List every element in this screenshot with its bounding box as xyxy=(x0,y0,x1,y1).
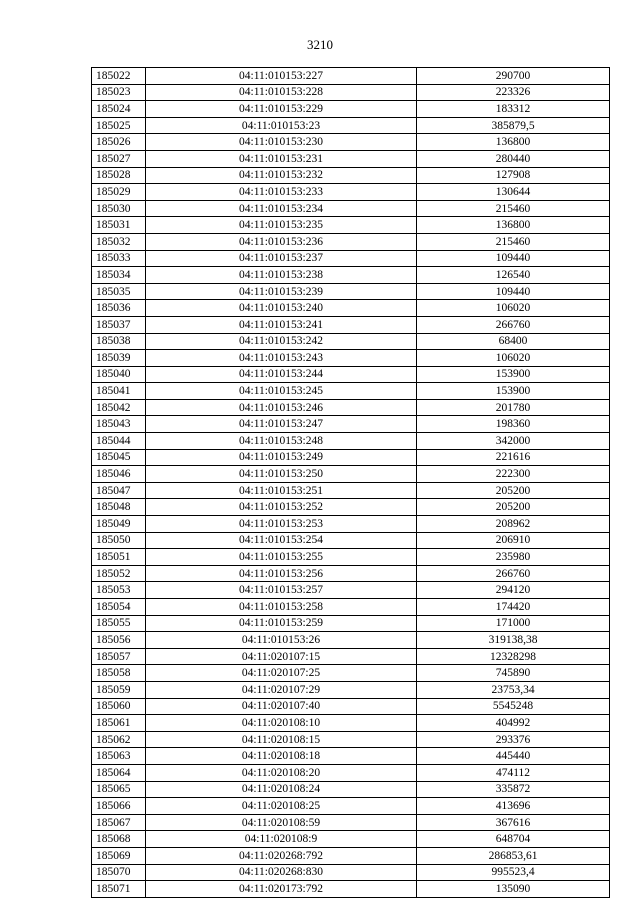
row-number-cell: 185022 xyxy=(92,68,146,85)
row-number-cell: 185061 xyxy=(92,715,146,732)
row-number-cell: 185034 xyxy=(92,267,146,284)
table-row xyxy=(92,831,610,848)
value-cell: 319138,38 xyxy=(417,632,610,649)
cadastral-number-cell: 04:11:020108:9 xyxy=(146,831,417,848)
table-row xyxy=(92,184,610,201)
row-number-cell: 185055 xyxy=(92,615,146,632)
table-row xyxy=(92,565,610,582)
value-cell: 135090 xyxy=(417,881,610,898)
table-row xyxy=(92,466,610,483)
value-cell: 266760 xyxy=(417,565,610,582)
table-row xyxy=(92,748,610,765)
row-number-cell: 185045 xyxy=(92,449,146,466)
table-row xyxy=(92,615,610,632)
value-cell: 153900 xyxy=(417,366,610,383)
row-number-cell: 185029 xyxy=(92,184,146,201)
table-row xyxy=(92,350,610,367)
cadastral-number-cell: 04:11:010153:23 xyxy=(146,117,417,134)
table-row xyxy=(92,150,610,167)
cadastral-number-cell: 04:11:010153:256 xyxy=(146,565,417,582)
cadastral-number-cell: 04:11:010153:234 xyxy=(146,200,417,217)
cadastral-number-cell: 04:11:010153:239 xyxy=(146,283,417,300)
value-cell: 205200 xyxy=(417,499,610,516)
value-cell: 5545248 xyxy=(417,698,610,715)
value-cell: 171000 xyxy=(417,615,610,632)
value-cell: 12328298 xyxy=(417,648,610,665)
table-row xyxy=(92,233,610,250)
value-cell: 335872 xyxy=(417,781,610,798)
row-number-cell: 185025 xyxy=(92,117,146,134)
row-number-cell: 185063 xyxy=(92,748,146,765)
row-number-cell: 185058 xyxy=(92,665,146,682)
cadastral-number-cell: 04:11:020268:830 xyxy=(146,864,417,881)
value-cell: 385879,5 xyxy=(417,117,610,134)
cadastral-number-cell: 04:11:020108:10 xyxy=(146,715,417,732)
cadastral-number-cell: 04:11:010153:235 xyxy=(146,217,417,234)
value-cell: 266760 xyxy=(417,316,610,333)
row-number-cell: 185037 xyxy=(92,316,146,333)
cadastral-number-cell: 04:11:010153:252 xyxy=(146,499,417,516)
cadastral-number-cell: 04:11:010153:228 xyxy=(146,84,417,101)
row-number-cell: 185051 xyxy=(92,549,146,566)
row-number-cell: 185065 xyxy=(92,781,146,798)
cadastral-number-cell: 04:11:020107:15 xyxy=(146,648,417,665)
table-row xyxy=(92,333,610,350)
row-number-cell: 185053 xyxy=(92,582,146,599)
row-number-cell: 185056 xyxy=(92,632,146,649)
table-row xyxy=(92,881,610,898)
value-cell: 109440 xyxy=(417,283,610,300)
row-number-cell: 185048 xyxy=(92,499,146,516)
cadastral-number-cell: 04:11:010153:257 xyxy=(146,582,417,599)
table-row xyxy=(92,101,610,118)
table-row xyxy=(92,532,610,549)
value-cell: 367616 xyxy=(417,814,610,831)
cadastral-number-cell: 04:11:010153:244 xyxy=(146,366,417,383)
cadastral-number-cell: 04:11:010153:249 xyxy=(146,449,417,466)
value-cell: 206910 xyxy=(417,532,610,549)
cadastral-number-cell: 04:11:020108:18 xyxy=(146,748,417,765)
value-cell: 222300 xyxy=(417,466,610,483)
row-number-cell: 185040 xyxy=(92,366,146,383)
cadastral-number-cell: 04:11:010153:259 xyxy=(146,615,417,632)
row-number-cell: 185039 xyxy=(92,350,146,367)
row-number-cell: 185067 xyxy=(92,814,146,831)
cadastral-number-cell: 04:11:020268:792 xyxy=(146,847,417,864)
cadastral-number-cell: 04:11:010153:236 xyxy=(146,233,417,250)
value-cell: 413696 xyxy=(417,798,610,815)
value-cell: 106020 xyxy=(417,350,610,367)
cadastral-number-cell: 04:11:010153:240 xyxy=(146,300,417,317)
table-row xyxy=(92,68,610,85)
table-row xyxy=(92,217,610,234)
cadastral-number-cell: 04:11:020108:25 xyxy=(146,798,417,815)
row-number-cell: 185054 xyxy=(92,599,146,616)
value-cell: 995523,4 xyxy=(417,864,610,881)
row-number-cell: 185031 xyxy=(92,217,146,234)
value-cell: 198360 xyxy=(417,416,610,433)
cadastral-number-cell: 04:11:020108:20 xyxy=(146,764,417,781)
value-cell: 126540 xyxy=(417,267,610,284)
page-number: 3210 xyxy=(307,37,333,52)
cadastral-number-cell: 04:11:010153:241 xyxy=(146,316,417,333)
cadastral-number-cell: 04:11:010153:251 xyxy=(146,482,417,499)
cadastral-number-cell: 04:11:010153:243 xyxy=(146,350,417,367)
value-cell: 215460 xyxy=(417,200,610,217)
cadastral-number-cell: 04:11:010153:237 xyxy=(146,250,417,267)
table-row xyxy=(92,250,610,267)
value-cell: 280440 xyxy=(417,150,610,167)
value-cell: 221616 xyxy=(417,449,610,466)
cadastral-number-cell: 04:11:020108:15 xyxy=(146,731,417,748)
value-cell: 127908 xyxy=(417,167,610,184)
table-row xyxy=(92,433,610,450)
value-cell: 293376 xyxy=(417,731,610,748)
table-row xyxy=(92,681,610,698)
row-number-cell: 185041 xyxy=(92,383,146,400)
value-cell: 106020 xyxy=(417,300,610,317)
value-cell: 445440 xyxy=(417,748,610,765)
cadastral-number-cell: 04:11:020107:40 xyxy=(146,698,417,715)
table-row xyxy=(92,167,610,184)
cadastral-number-cell: 04:11:020173:792 xyxy=(146,881,417,898)
row-number-cell: 185066 xyxy=(92,798,146,815)
value-cell: 215460 xyxy=(417,233,610,250)
row-number-cell: 185052 xyxy=(92,565,146,582)
table-row xyxy=(92,482,610,499)
table-row xyxy=(92,715,610,732)
value-cell: 294120 xyxy=(417,582,610,599)
table-row xyxy=(92,84,610,101)
table-row xyxy=(92,134,610,151)
value-cell: 342000 xyxy=(417,433,610,450)
value-cell: 648704 xyxy=(417,831,610,848)
table-row xyxy=(92,383,610,400)
table-row xyxy=(92,283,610,300)
value-cell: 136800 xyxy=(417,217,610,234)
value-cell: 183312 xyxy=(417,101,610,118)
table-row xyxy=(92,117,610,134)
cadastral-number-cell: 04:11:010153:253 xyxy=(146,516,417,533)
table-row xyxy=(92,582,610,599)
cadastral-number-cell: 04:11:020107:25 xyxy=(146,665,417,682)
value-cell: 286853,61 xyxy=(417,847,610,864)
table-row xyxy=(92,764,610,781)
data-table xyxy=(91,67,610,898)
cadastral-number-cell: 04:11:020108:59 xyxy=(146,814,417,831)
row-number-cell: 185043 xyxy=(92,416,146,433)
row-number-cell: 185032 xyxy=(92,233,146,250)
cadastral-number-cell: 04:11:020107:29 xyxy=(146,681,417,698)
table-row xyxy=(92,366,610,383)
cadastral-number-cell: 04:11:010153:26 xyxy=(146,632,417,649)
row-number-cell: 185033 xyxy=(92,250,146,267)
table-row xyxy=(92,300,610,317)
cadastral-number-cell: 04:11:010153:229 xyxy=(146,101,417,118)
cadastral-number-cell: 04:11:020108:24 xyxy=(146,781,417,798)
value-cell: 136800 xyxy=(417,134,610,151)
row-number-cell: 185038 xyxy=(92,333,146,350)
value-cell: 208962 xyxy=(417,516,610,533)
row-number-cell: 185071 xyxy=(92,881,146,898)
table-row xyxy=(92,499,610,516)
row-number-cell: 185042 xyxy=(92,399,146,416)
cadastral-number-cell: 04:11:010153:247 xyxy=(146,416,417,433)
row-number-cell: 185030 xyxy=(92,200,146,217)
cadastral-number-cell: 04:11:010153:248 xyxy=(146,433,417,450)
table-row xyxy=(92,847,610,864)
table-row xyxy=(92,416,610,433)
value-cell: 474112 xyxy=(417,764,610,781)
cadastral-number-cell: 04:11:010153:230 xyxy=(146,134,417,151)
row-number-cell: 185036 xyxy=(92,300,146,317)
cadastral-number-cell: 04:11:010153:254 xyxy=(146,532,417,549)
cadastral-number-cell: 04:11:010153:245 xyxy=(146,383,417,400)
cadastral-number-cell: 04:11:010153:238 xyxy=(146,267,417,284)
cadastral-number-cell: 04:11:010153:232 xyxy=(146,167,417,184)
row-number-cell: 185069 xyxy=(92,847,146,864)
cadastral-number-cell: 04:11:010153:246 xyxy=(146,399,417,416)
row-number-cell: 185059 xyxy=(92,681,146,698)
table-row xyxy=(92,798,610,815)
table-body xyxy=(92,68,610,898)
table-row xyxy=(92,516,610,533)
table-row xyxy=(92,814,610,831)
table-row xyxy=(92,316,610,333)
value-cell: 109440 xyxy=(417,250,610,267)
table-row xyxy=(92,599,610,616)
row-number-cell: 185064 xyxy=(92,764,146,781)
table-row xyxy=(92,648,610,665)
table-row xyxy=(92,632,610,649)
value-cell: 23753,34 xyxy=(417,681,610,698)
row-number-cell: 185047 xyxy=(92,482,146,499)
row-number-cell: 185062 xyxy=(92,731,146,748)
value-cell: 223326 xyxy=(417,84,610,101)
cadastral-number-cell: 04:11:010153:250 xyxy=(146,466,417,483)
table-row xyxy=(92,549,610,566)
cadastral-number-cell: 04:11:010153:255 xyxy=(146,549,417,566)
value-cell: 205200 xyxy=(417,482,610,499)
cadastral-number-cell: 04:11:010153:242 xyxy=(146,333,417,350)
row-number-cell: 185046 xyxy=(92,466,146,483)
value-cell: 130644 xyxy=(417,184,610,201)
value-cell: 174420 xyxy=(417,599,610,616)
table-row xyxy=(92,399,610,416)
row-number-cell: 185023 xyxy=(92,84,146,101)
cadastral-number-cell: 04:11:010153:258 xyxy=(146,599,417,616)
table-row xyxy=(92,698,610,715)
table-row xyxy=(92,267,610,284)
row-number-cell: 185044 xyxy=(92,433,146,450)
row-number-cell: 185028 xyxy=(92,167,146,184)
value-cell: 235980 xyxy=(417,549,610,566)
table-row xyxy=(92,781,610,798)
value-cell: 745890 xyxy=(417,665,610,682)
cadastral-number-cell: 04:11:010153:233 xyxy=(146,184,417,201)
row-number-cell: 185024 xyxy=(92,101,146,118)
row-number-cell: 185026 xyxy=(92,134,146,151)
row-number-cell: 185035 xyxy=(92,283,146,300)
table-row xyxy=(92,665,610,682)
value-cell: 153900 xyxy=(417,383,610,400)
row-number-cell: 185049 xyxy=(92,516,146,533)
table-row xyxy=(92,200,610,217)
row-number-cell: 185057 xyxy=(92,648,146,665)
table-row xyxy=(92,864,610,881)
table-row xyxy=(92,449,610,466)
value-cell: 404992 xyxy=(417,715,610,732)
row-number-cell: 185068 xyxy=(92,831,146,848)
value-cell: 68400 xyxy=(417,333,610,350)
table-row xyxy=(92,731,610,748)
row-number-cell: 185060 xyxy=(92,698,146,715)
cadastral-number-cell: 04:11:010153:227 xyxy=(146,68,417,85)
value-cell: 290700 xyxy=(417,68,610,85)
cadastral-number-cell: 04:11:010153:231 xyxy=(146,150,417,167)
row-number-cell: 185070 xyxy=(92,864,146,881)
row-number-cell: 185027 xyxy=(92,150,146,167)
value-cell: 201780 xyxy=(417,399,610,416)
row-number-cell: 185050 xyxy=(92,532,146,549)
